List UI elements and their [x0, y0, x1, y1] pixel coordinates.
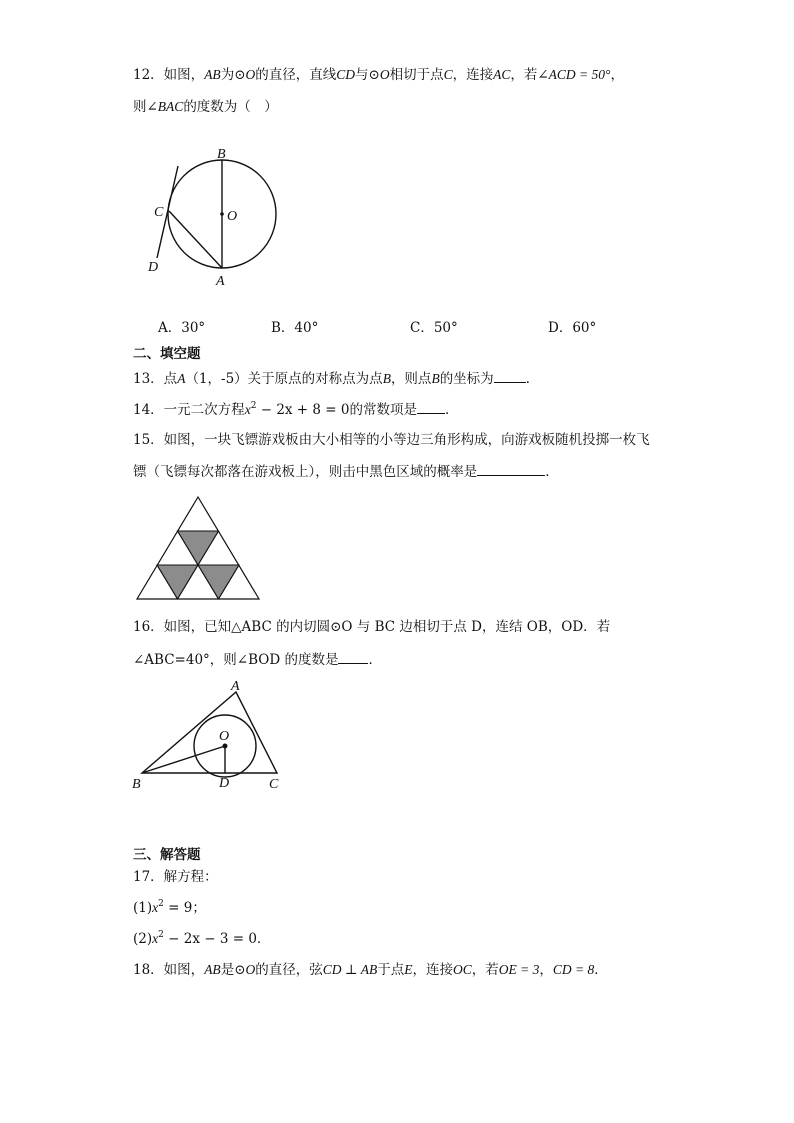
q14-text: 的常数项是	[349, 402, 417, 418]
q12-label-d: D	[148, 260, 159, 275]
q12-text: 的直径，直线	[255, 67, 337, 83]
q15-answer-blank[interactable]	[477, 462, 545, 476]
q15-shaded-triangle	[178, 531, 219, 565]
q18-text: ，若	[471, 962, 499, 978]
q14-exponent: 2	[250, 401, 257, 411]
q12-text: 为	[220, 67, 235, 83]
q16-line1: 16．如图，已知△ABC 的内切圆⊙O 与 BC 边相切于点 D，连结 OB，OD．若	[133, 619, 611, 635]
q12-option-b: B．40°	[271, 320, 319, 336]
q18-text: ．	[594, 962, 608, 978]
q14-var-x: x	[244, 402, 251, 417]
q16-segment-ob	[142, 746, 225, 773]
q12-line2	[133, 98, 278, 116]
q15-dartboard-figure	[137, 495, 261, 603]
q12-angle: ∠ACD = 50°	[537, 67, 611, 82]
q12-angle-bac: ∠BAC	[146, 99, 184, 114]
q18-text: ，连接	[412, 962, 453, 978]
q12-point-c: C	[443, 67, 453, 82]
q12-text: 则	[133, 99, 147, 115]
q12-ac: AC	[493, 67, 511, 82]
q17-title: 17．解方程：	[133, 869, 218, 885]
q17-part-number: (1)	[133, 900, 153, 916]
q17-exponent: 2	[158, 899, 164, 909]
q18-oc: OC	[452, 962, 472, 977]
q12-figure	[140, 140, 290, 290]
q12-label-o: O	[227, 209, 238, 224]
q17-exponent: 2	[158, 930, 164, 940]
q17-part2	[133, 930, 270, 948]
q15-text: 镖（飞镖每次都落在游戏板上），则击中黑色区域的概率是	[133, 464, 478, 480]
q13-text: ．	[525, 371, 540, 387]
q12-text: 的度数为（ ）	[183, 99, 278, 115]
q12-text: ，若	[510, 67, 538, 83]
q12-text: ，连接	[452, 67, 494, 83]
q16-answer-blank[interactable]	[338, 650, 368, 664]
q16-line2	[133, 650, 382, 669]
q14-text: ．	[445, 402, 459, 418]
q18-text: 18．如图，	[133, 962, 205, 978]
q12-cd: CD	[336, 67, 356, 82]
q16-triangle-abc	[142, 692, 277, 773]
q14	[133, 400, 459, 419]
q17-part-number: (2)	[133, 931, 153, 947]
q13-point-b: B	[431, 371, 440, 386]
q15-shaded-triangle	[157, 565, 198, 599]
q14-text: 14．一元二次方程	[133, 402, 245, 418]
q16-text: ．	[368, 652, 382, 668]
q13-text: ，则点	[390, 371, 432, 387]
q16-figure	[130, 676, 290, 796]
q13-text: 13．点	[133, 371, 178, 387]
q12-ab: AB	[204, 67, 221, 82]
q18-text: 于点	[377, 962, 405, 978]
q15-text: ．	[545, 464, 559, 480]
q12-option-a: A．30°	[158, 320, 206, 336]
q15-shaded-triangle	[198, 565, 239, 599]
q16-label-c: C	[269, 777, 279, 792]
q12-text: 与	[355, 67, 369, 83]
q12-line1	[133, 66, 624, 84]
q12-chord-ac	[169, 211, 222, 268]
q18-chord-perp: CD ⊥ AB	[322, 962, 378, 977]
q12-label-c: C	[154, 205, 164, 220]
q12-option-c: C．50°	[410, 320, 458, 336]
section-fill-in-title: 二、填空题	[133, 346, 201, 362]
q17-var-x: x	[152, 900, 159, 915]
q12-label-b: B	[217, 147, 226, 162]
q18-circle-symbol: ⊙O	[234, 962, 256, 977]
q12-option-d: D．60°	[548, 320, 597, 336]
q18-oe-value: OE = 3	[498, 962, 540, 977]
q14-answer-blank[interactable]	[417, 400, 445, 414]
q13-text: 的坐标为	[439, 371, 494, 387]
q17-equation: − 2x − 3 = 0．	[163, 931, 271, 947]
q12-label-a: A	[216, 274, 225, 289]
q13-point-b: B	[382, 371, 391, 386]
q12-center-dot	[220, 212, 224, 216]
q12-circle-symbol: ⊙O	[368, 67, 390, 82]
q17-equation: = 9；	[163, 900, 206, 916]
q16-label-d: D	[219, 776, 230, 791]
q12-text: 相切于点	[389, 67, 444, 83]
q18	[133, 961, 608, 979]
q18-text: 的直径，弦	[255, 962, 323, 978]
q16-text: ∠ABC=40°，则∠BOD 的度数是	[133, 652, 339, 668]
q16-label-a: A	[231, 679, 240, 694]
q17-part1	[133, 899, 206, 917]
q13-point-a: A	[177, 371, 186, 386]
section-solve-title: 三、解答题	[133, 847, 201, 863]
q18-cd-value: CD = 8	[552, 962, 595, 977]
q18-point-e: E	[404, 962, 413, 977]
q12-text: ，	[610, 67, 624, 83]
q16-label-b: B	[132, 777, 141, 792]
q12-number: 12．如图，	[133, 67, 205, 83]
q13-text: （1，-5）关于原点的对称点为点	[185, 371, 383, 387]
q16-label-o: O	[219, 729, 230, 744]
q15-line1: 15．如图，一块飞镖游戏板由大小相等的小等边三角形构成，向游戏板随机投掷一枚飞	[133, 432, 650, 448]
q14-equation: − 2x + 8 = 0	[256, 402, 350, 418]
q18-text: ，	[539, 962, 553, 978]
q18-text: 是	[220, 962, 235, 978]
q18-ab: AB	[204, 962, 221, 977]
q12-circle-symbol: ⊙O	[234, 67, 256, 82]
q13-answer-blank[interactable]	[494, 369, 526, 383]
q17-var-x: x	[152, 931, 159, 946]
q16-center-dot	[223, 744, 228, 749]
q15-line2	[133, 462, 559, 481]
q13	[133, 369, 539, 388]
